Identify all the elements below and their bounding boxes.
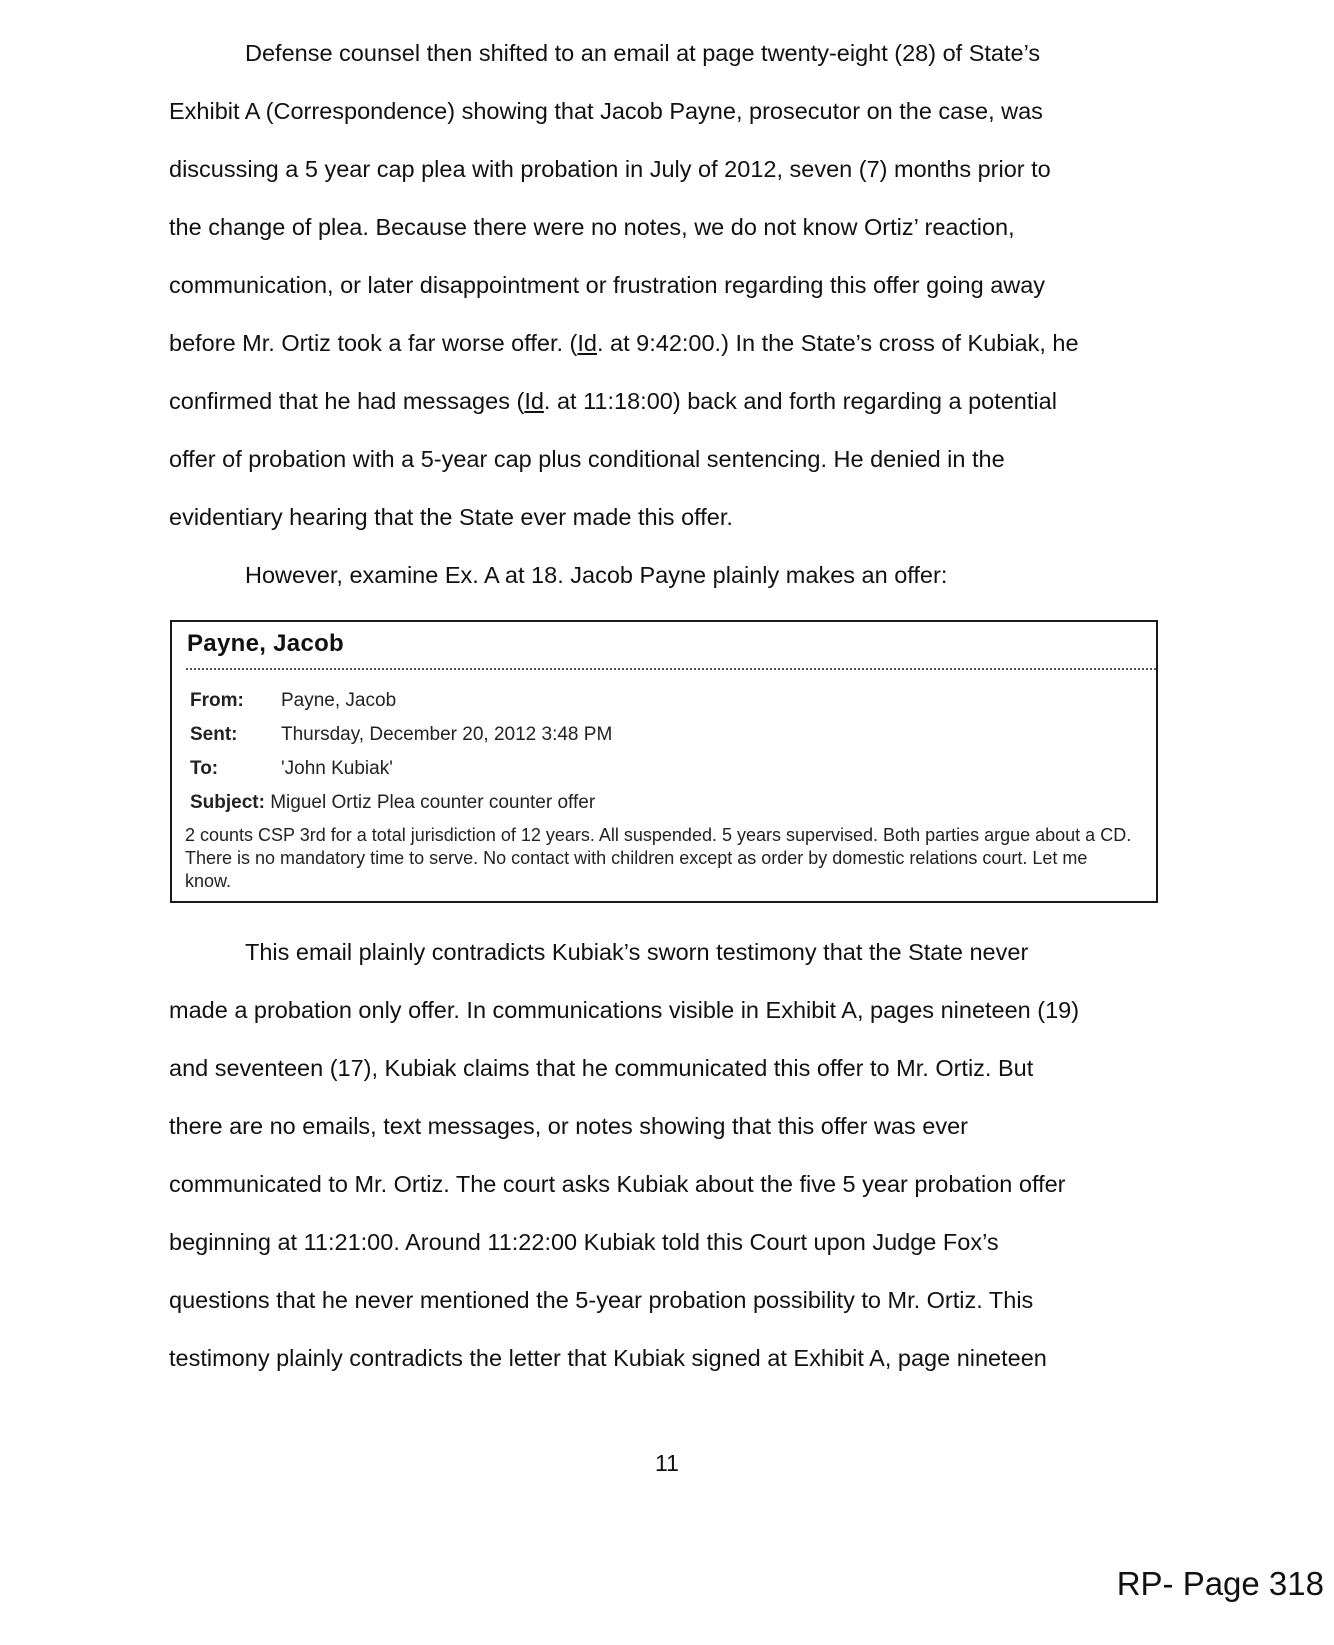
paragraph-line: and seventeen (17), Kubiak claims that he communicated this offer to Mr. Ortiz. But [169, 1055, 1034, 1081]
email-subject-row [190, 792, 595, 814]
text-segment: . at 9:42:00.) In the State’s cross of Kubiak, he [596, 330, 1079, 356]
paragraph-line: communication, or later disappointment or frustration regarding this offer going away [169, 272, 1046, 298]
paragraph-line: questions that he never mentioned the 5-year probation possibility to Mr. Ortiz. This [169, 1287, 1034, 1313]
paragraph-line: Defense counsel then shifted to an email at page twenty-eight (28) of State’s [245, 40, 1041, 66]
paragraph-line: beginning at 11:21:00. Around 11:22:00 Kubiak told this Court upon Judge Fox’s [169, 1229, 999, 1255]
text-segment: confirmed that he had messages ( [169, 388, 525, 414]
email-to-label: To: [190, 758, 219, 779]
citation-id: Id [577, 330, 597, 356]
paragraph-line: made a probation only offer. In communications visible in Exhibit A, pages nineteen (19) [169, 997, 1080, 1023]
paragraph-line: discussing a 5 year cap plea with probation in July of 2012, seven (7) months prior to [169, 156, 1051, 182]
text-segment: before Mr. Ortiz took a far worse offer. ( [169, 330, 578, 356]
email-sent-label: Sent: [190, 724, 238, 745]
email-body: 2 counts CSP 3rd for a total jurisdiction of 12 years. All suspended. 5 years supervised. Both parties argue about a CD. There is no mandatory time to serve. No contact with children except as order by domestic relations court. Let me know. [185, 825, 1132, 891]
paragraph-line: This email plainly contradicts Kubiak’s sworn testimony that the State never [245, 939, 1029, 965]
email-subject-value: Miguel Ortiz Plea counter counter offer [270, 792, 596, 813]
record-page-stamp: RP- Page 318 [1116, 1565, 1324, 1602]
email-from-label: From: [190, 690, 244, 711]
paragraph-line: evidentiary hearing that the State ever made this offer. [169, 504, 733, 530]
paragraph-line: the change of plea. Because there were no notes, we do not know Ortiz’ reaction, [169, 214, 1015, 240]
paragraph-line: communicated to Mr. Ortiz. The court asks Kubiak about the five 5 year probation offer [169, 1171, 1066, 1197]
email-from-value: Payne, Jacob [281, 690, 397, 711]
citation-id: Id [524, 388, 544, 414]
email-subject-label: Subject: [190, 792, 265, 813]
email-sender-title: Payne, Jacob [187, 630, 345, 657]
email-sent-value: Thursday, December 20, 2012 3:48 PM [281, 724, 613, 745]
paragraph-line: there are no emails, text messages, or notes showing that this offer was ever [169, 1113, 968, 1139]
paragraph-line: Exhibit A (Correspondence) showing that Jacob Payne, prosecutor on the case, was [169, 98, 1043, 124]
text-segment: . at 11:18:00) back and forth regarding a potential [543, 388, 1057, 414]
paragraph-line: However, examine Ex. A at 18. Jacob Payne plainly makes an offer: [245, 562, 948, 588]
email-to-value: 'John Kubiak' [281, 758, 393, 779]
paragraph-line: testimony plainly contradicts the letter that Kubiak signed at Exhibit A, page nineteen [169, 1345, 1047, 1371]
page-number: 11 [655, 1450, 679, 1476]
paragraph-line [169, 328, 1079, 358]
paragraph-line: offer of probation with a 5-year cap plus conditional sentencing. He denied in the [169, 446, 1005, 472]
email-screenshot [170, 620, 1158, 903]
dotted-divider [186, 668, 1156, 670]
paragraph-line [169, 386, 1057, 416]
